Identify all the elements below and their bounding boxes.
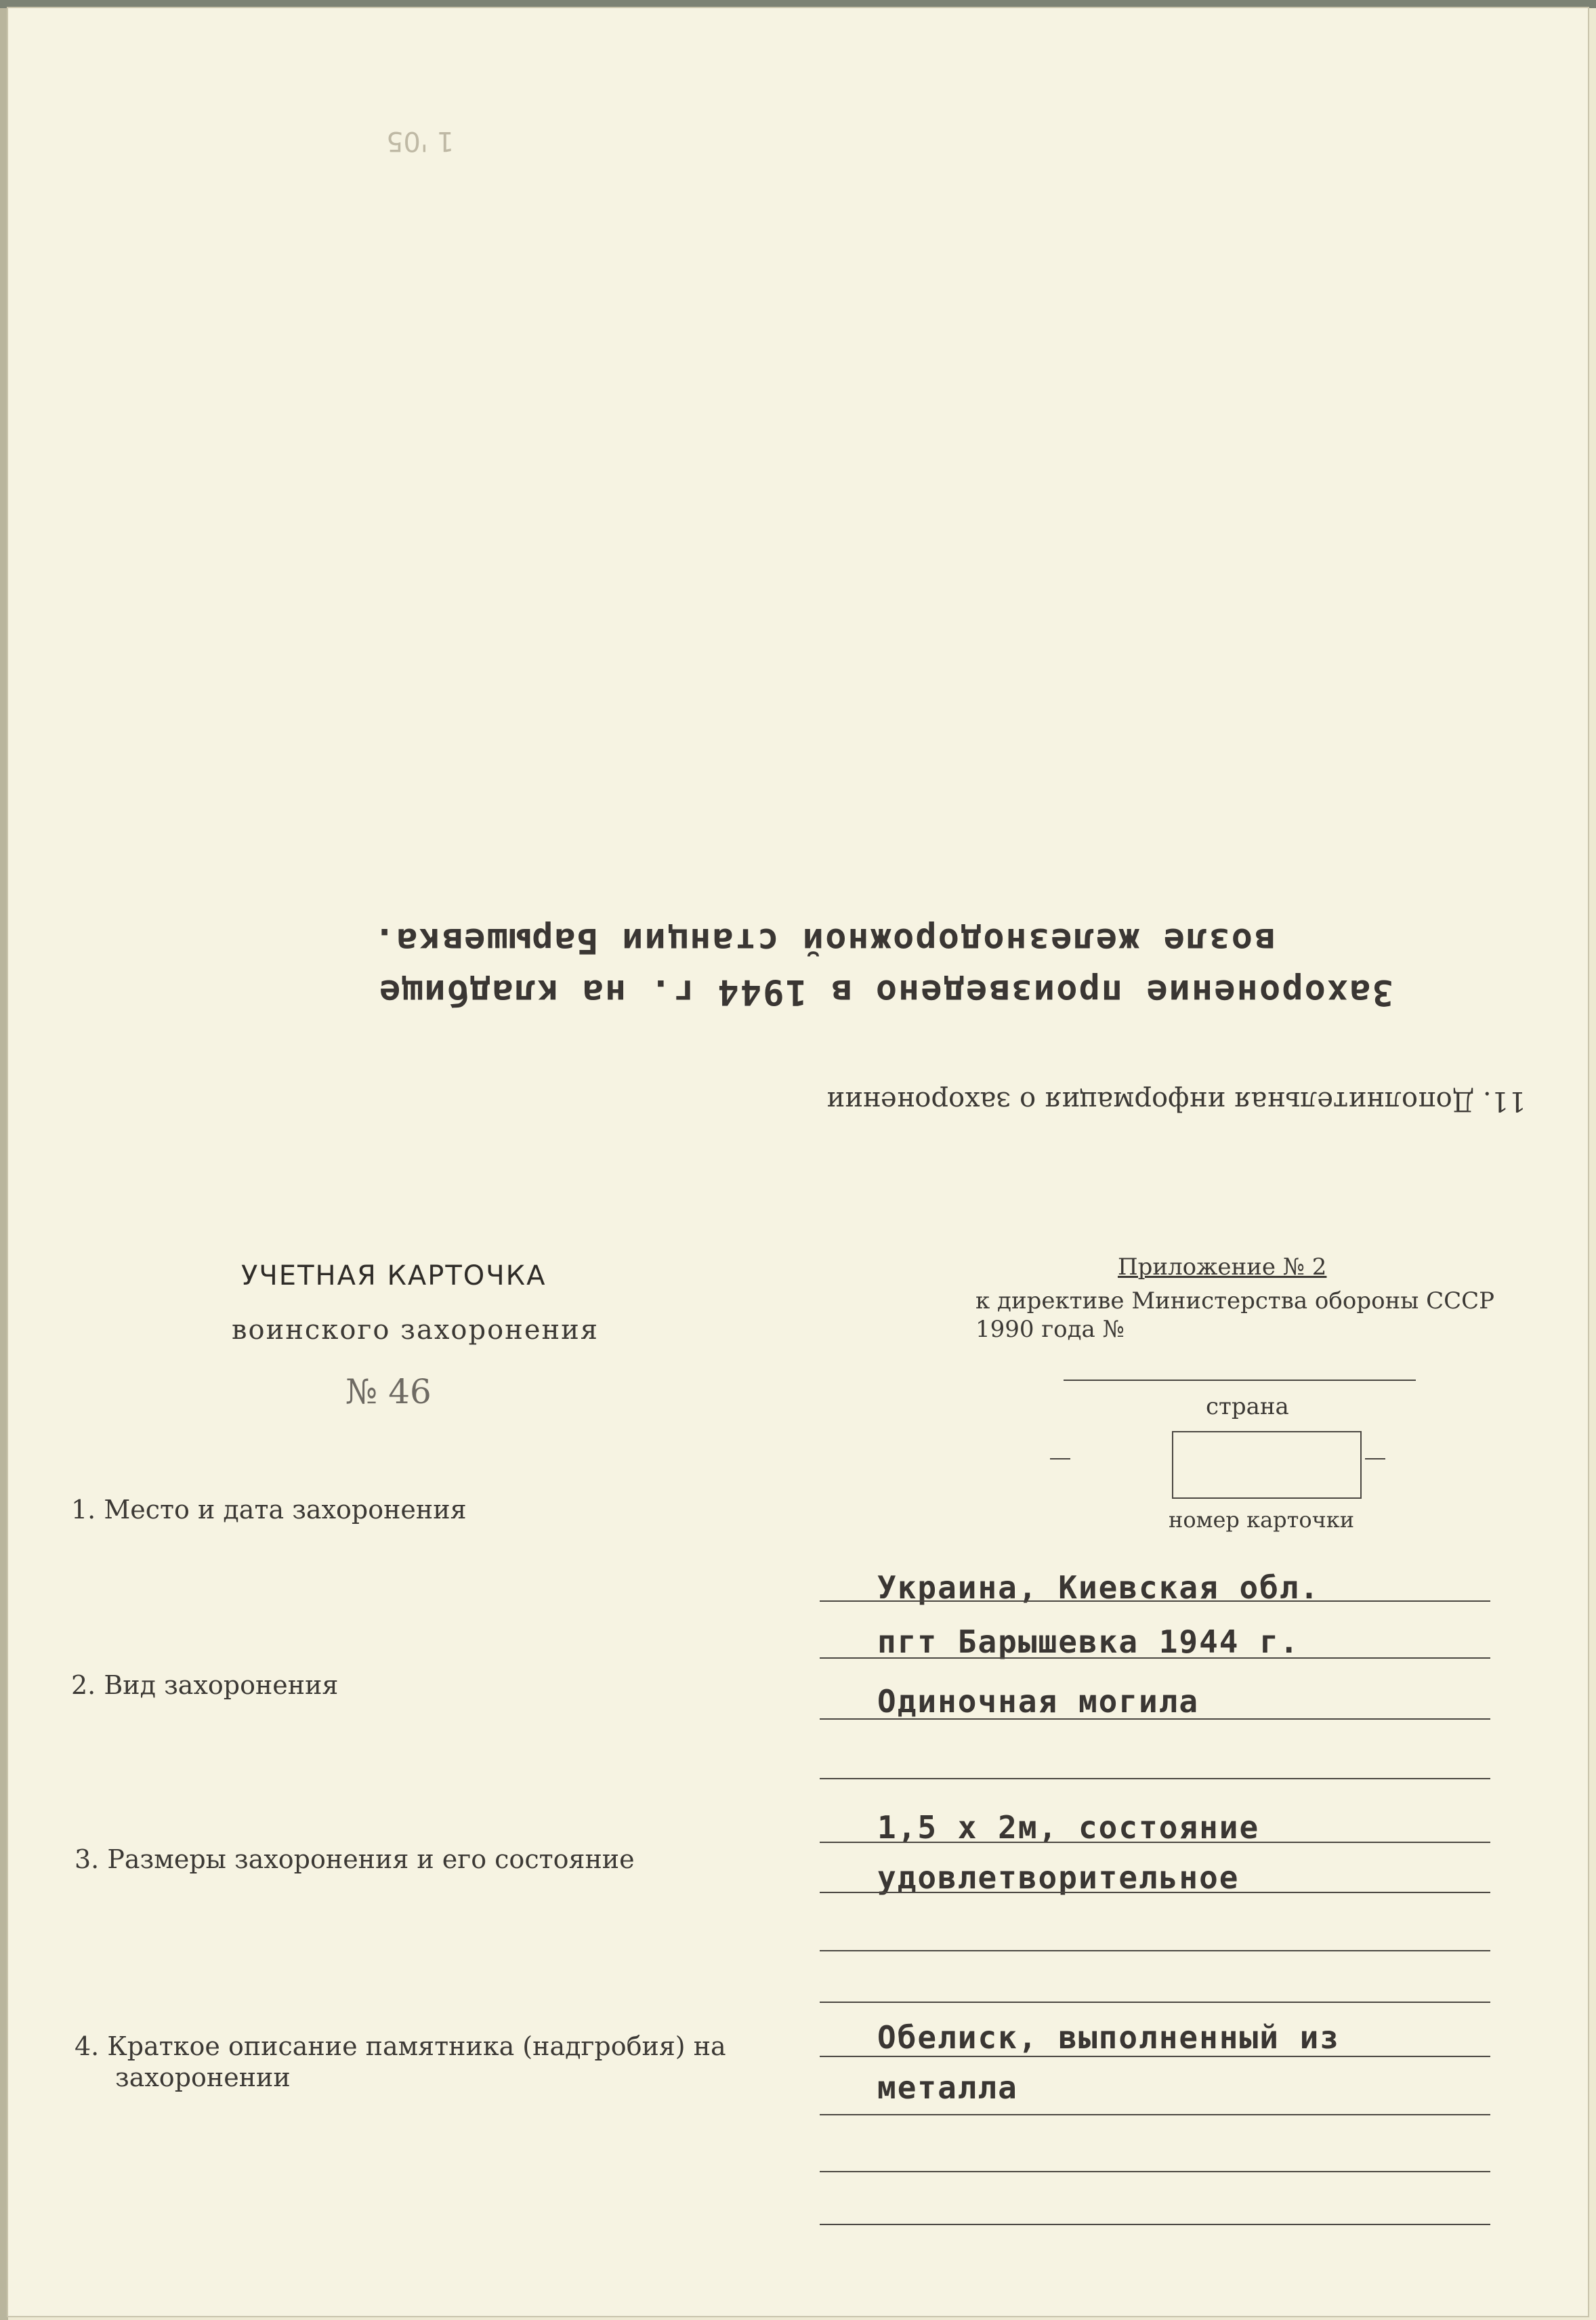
appendix-title: Приложение № 2: [1118, 1254, 1327, 1281]
item-1-line-1: [820, 1600, 1490, 1602]
item-3-line-1: [820, 1842, 1490, 1843]
item-1-label: 1. Место и дата захоронения: [71, 1495, 467, 1525]
item-3-value-1: 1,5 х 2м, состояние: [877, 1809, 1260, 1846]
country-line: [1064, 1380, 1416, 1381]
item-1-value-2: пгт Барышевка 1944 г.: [877, 1623, 1300, 1660]
back-typed-line-1: Захоронение произведено в 1944 г. на кладбище: [378, 972, 1393, 1012]
card-title: УЧЕТНАЯ КАРТОЧКА: [241, 1260, 547, 1291]
item-2-label: 2. Вид захоронения: [71, 1670, 339, 1700]
item-1-line-2: [820, 1657, 1490, 1659]
faint-back-mark: 1 '05: [386, 125, 455, 157]
item-4-label-line-2: захоронении: [115, 2063, 291, 2092]
item-4-line-1: [820, 2056, 1490, 2057]
item-3-value-2: удовлетворительное: [877, 1859, 1240, 1896]
item-4-line-3: [820, 2171, 1490, 2172]
card-number-label: номер карточки: [1169, 1507, 1355, 1533]
item-4-value-1: Обелиск, выполненный из: [877, 2019, 1340, 2056]
appendix-line-2: 1990 года №: [975, 1316, 1125, 1343]
card-subtitle: воинского захоронения: [232, 1314, 600, 1346]
item-3-line-2: [820, 1892, 1490, 1893]
item-4-label-line-1: 4. Краткое описание памятника (надгробия) на: [75, 2031, 726, 2061]
back-section-label: 11. Дополнительная информация о захоронении: [826, 1085, 1526, 1117]
item-3-label: 3. Размеры захоронения и его состояние: [75, 1844, 635, 1874]
appendix-line-1: к директиве Министерства обороны СССР: [975, 1287, 1495, 1314]
card-number: № 46: [345, 1372, 432, 1411]
item-4-line-2: [820, 2114, 1490, 2115]
item-2-value-1: Одиночная могила: [877, 1683, 1200, 1720]
dash-left: [1050, 1458, 1070, 1459]
item-3-line-3: [820, 1950, 1490, 1951]
item-1-value-1: Украина, Киевская обл.: [877, 1569, 1320, 1606]
item-4-line-4: [820, 2224, 1490, 2225]
item-3-line-4: [820, 2002, 1490, 2003]
item-4-value-2: металла: [877, 2069, 1018, 2106]
country-label: страна: [1206, 1393, 1289, 1420]
item-2-line-2: [820, 1778, 1490, 1779]
back-typed-line-2: возле железнодорожной станции Барышевка.: [373, 920, 1276, 961]
record-card-page: [7, 7, 1589, 2317]
dash-right: [1365, 1458, 1385, 1459]
item-2-line-1: [820, 1718, 1490, 1720]
card-number-box: [1172, 1431, 1362, 1499]
